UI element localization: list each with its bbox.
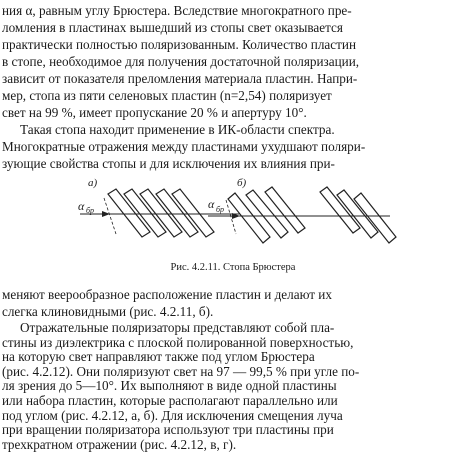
figure-label-b: б): [237, 177, 247, 189]
plate: [354, 193, 396, 243]
text-line: трехкратном отражении (рис. 4.2.12, в, г).: [2, 436, 237, 452]
text-line: зависит от показателя преломления материала пластин. Напри-: [2, 71, 358, 86]
text-line: на которую свет направляют также под углом Брюстера: [2, 349, 315, 365]
text-line: свет на 99 %, имеет пропускание 20 % и апертуру 10°.: [2, 105, 307, 120]
text-line: ля зрения до 5—10°. Их выполняют в виде одной пластины: [2, 378, 337, 394]
plate: [124, 189, 166, 237]
text-line: зующие свойства стопы и для исключения их влияния при-: [2, 156, 335, 171]
plate: [108, 189, 150, 237]
text-line: в стопе, необходимое для получения достаточной поляризации,: [2, 54, 360, 69]
text-line: мер, стопа из пяти селеновых пластин (n=2,54) поляризует: [2, 88, 332, 103]
plate: [156, 189, 198, 237]
text-line: Такая стопа находит применение в ИК-области спектра.: [20, 122, 335, 137]
text-line: (рис. 4.2.12). Они поляризуют свет на 97 — 99,5 % при угле по-: [2, 363, 360, 379]
text-line: ния α, равным углу Брюстера. Вследствие многократного пре-: [2, 3, 352, 18]
text-line: при вращении поляризатора используют три пластины при: [2, 422, 334, 438]
text-line: меняют веерообразное расположение пластин и делают их: [2, 287, 332, 302]
text-line: Отражательные поляризаторы представляют собой пла-: [20, 320, 335, 335]
plate: [337, 190, 378, 238]
normal-line-a: [104, 198, 116, 234]
stack-b: [208, 187, 396, 243]
angle-label-a: α: [78, 199, 85, 213]
text-line: Многократные отражения между пластинами ухудшают поляри-: [2, 139, 366, 154]
plate: [140, 189, 182, 237]
text-line: стины из диэлектрика с плоской полированной поверхностью,: [2, 334, 354, 350]
angle-label-b-sub: бр: [216, 205, 225, 214]
figure-label-a: а): [88, 177, 98, 189]
text-line: слегка клиновидными (рис. 4.2.11, б).: [2, 304, 214, 319]
text-line: под углом (рис. 4.2.12, а, б). Для исключения смещения луча: [2, 407, 343, 423]
angle-label-b: α: [208, 197, 215, 211]
plate: [320, 187, 360, 233]
text-line: практически полностью поляризованным. Количество пластин: [2, 37, 357, 52]
arrowhead: [102, 211, 110, 217]
angle-label-a-sub: бр: [86, 206, 95, 215]
figure-caption: Рис. 4.2.11. Стопа Брюстера: [170, 262, 296, 273]
text-line: или набора пластин, которые располагают параллельно или: [2, 393, 338, 408]
text-line: ломления в пластинах вышедший из стопы свет оказывается: [2, 20, 343, 35]
